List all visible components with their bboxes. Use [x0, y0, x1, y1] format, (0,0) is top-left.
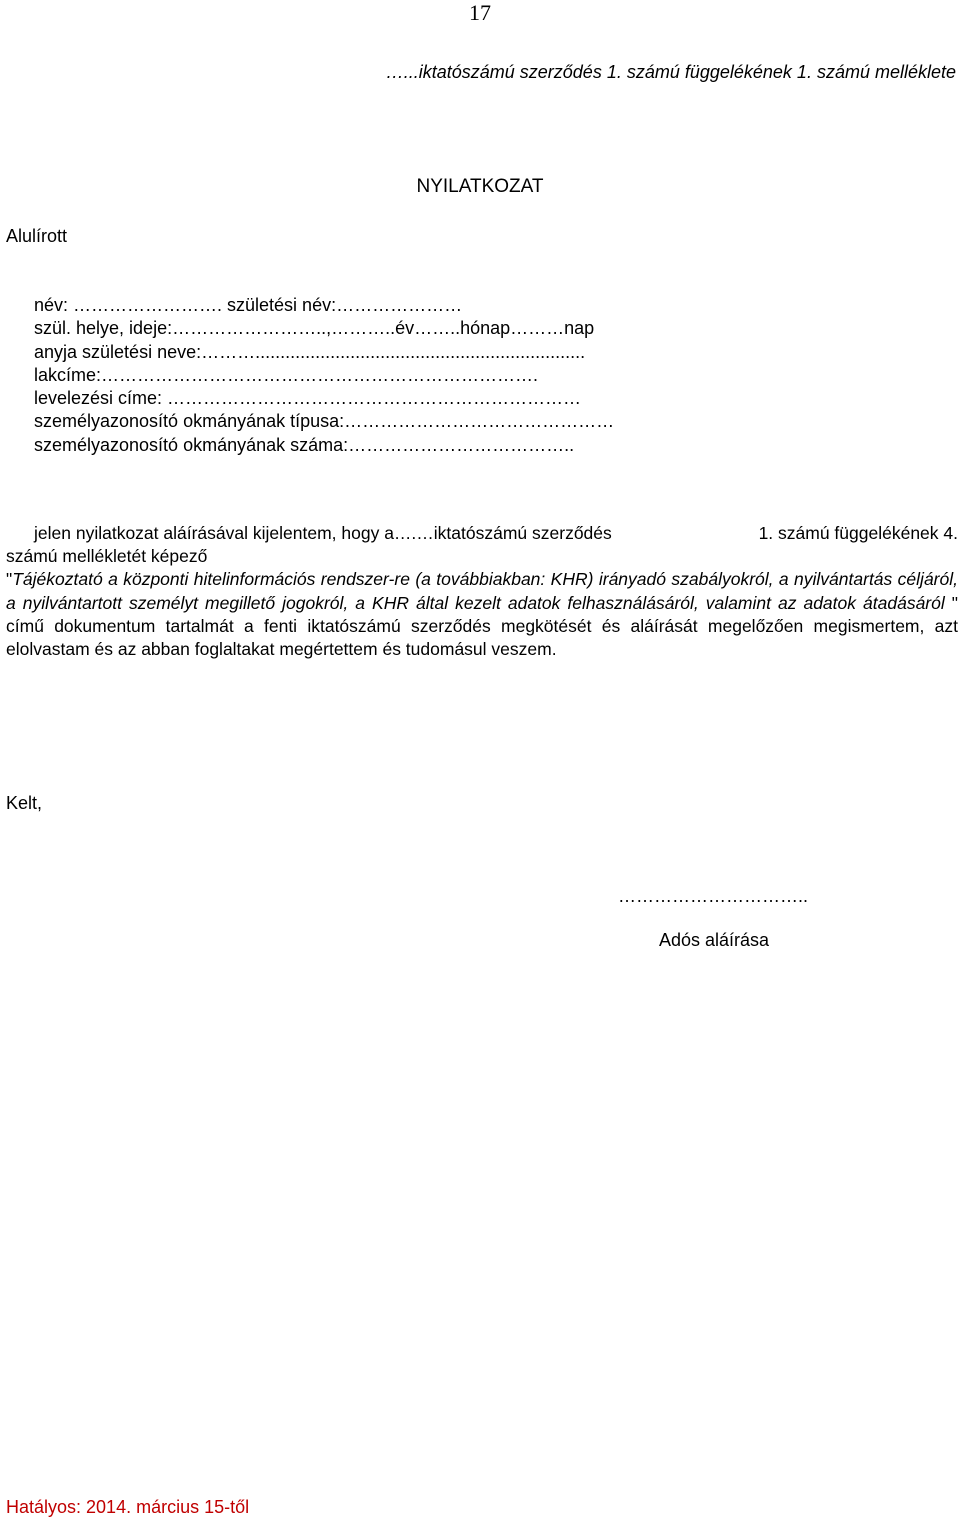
declaration-first-line [6, 522, 958, 545]
intro-text: Alulírott [6, 226, 68, 246]
effective-date-footer: Hatályos: 2014. március 15-től [6, 1497, 250, 1517]
field-id-document-type[interactable]: személyazonosító okmányának típusa:……………………………………… [34, 411, 615, 432]
document-title: NYILATKOZAT [416, 176, 544, 197]
declaration-tail: " című dokumentum tartalmát a fenti iktatószámú szerződés megkötését és aláírását megelőzően megismertem, azt elolvastam és az abban foglaltakat megértettem és tudomásul veszem. [6, 592, 958, 660]
field-name[interactable]: név: ……………………. születési név:………………… [34, 295, 463, 315]
field-mother-name[interactable]: anyja születési neve:……….................................................................. [34, 341, 586, 362]
page-number: 17 [469, 0, 491, 25]
attachment-reference: …...iktatószámú szerződés 1. számú függelékének 1. számú melléklete [385, 62, 956, 82]
declaration-first-line-left: jelen nyilatkozat aláírásával kijelentem, hogy a….…iktatószámú szerződés [34, 523, 612, 543]
field-mailing-address[interactable]: levelezési címe: …………………………………………………………… [34, 388, 582, 409]
declaration-second-line: számú mellékletét képező [6, 546, 208, 567]
signature-label: Adós aláírása [659, 930, 770, 950]
field-birth-place-date[interactable]: szül. helye, ideje:……………………..,………..év……..hónap………nap [34, 318, 595, 339]
field-address[interactable]: lakcíme:………………………………………………………………. [34, 364, 539, 385]
signature-line[interactable]: ………………………….. [618, 886, 809, 906]
declaration-first-line-right: 1. számú függelékének 4. [758, 523, 958, 543]
declaration-body [6, 568, 958, 661]
personal-data-fields [34, 294, 614, 457]
field-id-document-number[interactable]: személyazonosító okmányának száma:……………………………….. [34, 434, 575, 455]
place-date-label: Kelt, [6, 793, 43, 813]
declaration-paragraph [6, 522, 958, 661]
referenced-document-title: Tájékoztató a központi hitelinformációs rendszer-re (a továbbiakban: KHR) irányadó szabályokról, a nyilvántartás céljáról, a nyilvántartott személyt megillető jogokról, a KHR által kezelt adatok felhasználásáról, valamint az adatok átadásáról [6, 569, 958, 613]
quote-open: " [6, 569, 13, 590]
